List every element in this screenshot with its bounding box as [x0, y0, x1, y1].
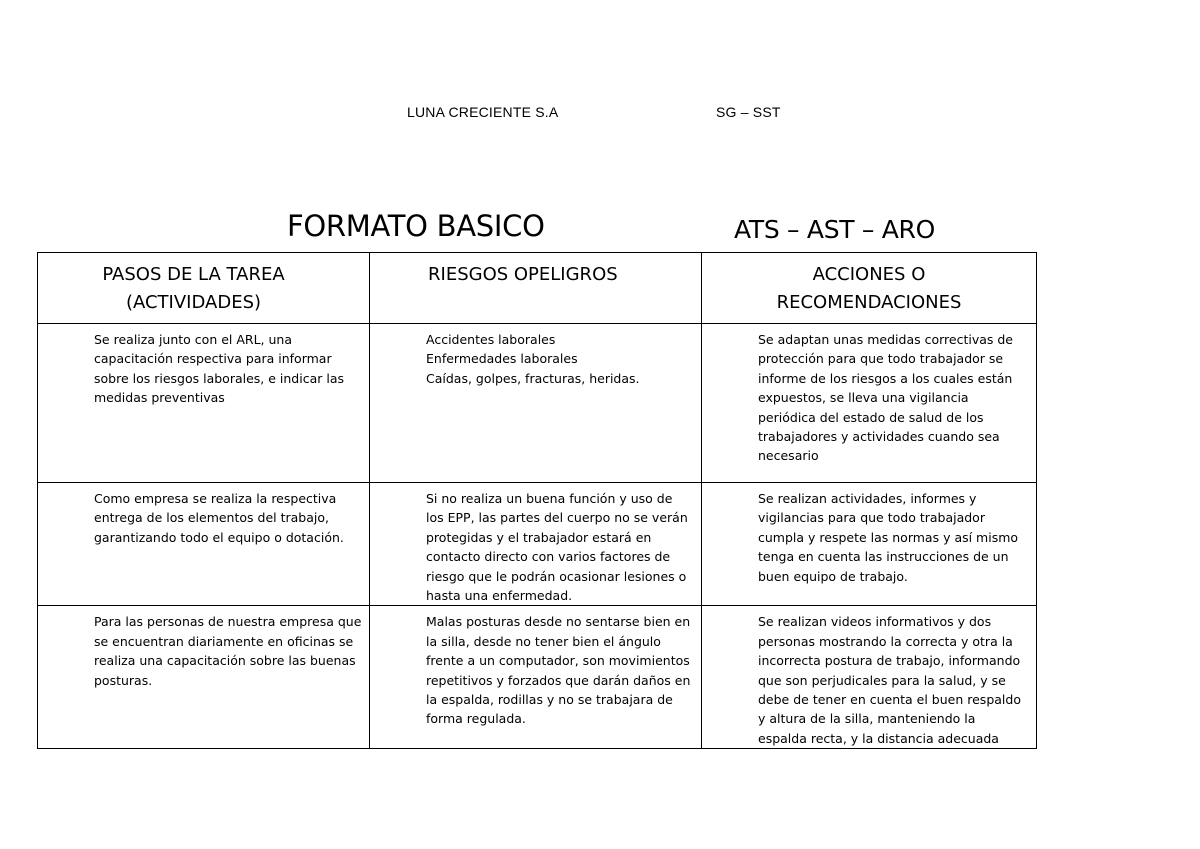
cell-line: periódica del estado de salud de los	[758, 409, 984, 425]
cell-line: la espalda, rodillas y no se trabajara de	[426, 692, 673, 708]
cell-line: informe de los riesgos a los cuales están	[758, 370, 1013, 386]
table-row	[38, 606, 1037, 749]
column-header-line: PASOS DE LA TAREA	[102, 264, 285, 285]
cell-line: hasta una enfermedad.	[426, 588, 573, 604]
cell-line: Como empresa se realiza la respectiva	[94, 491, 337, 506]
cell-line: necesario	[758, 448, 819, 464]
cell-line: realiza una capacitación sobre las buenas	[94, 653, 356, 669]
cell-line: entrega de los elementos del trabajo,	[94, 510, 329, 526]
cell-line: repetitivos y forzados que darán daños en	[426, 672, 691, 688]
cell-line: espalda recta, y la distancia adecuada	[758, 730, 999, 746]
column-header-line: (ACTIVIDADES)	[125, 292, 262, 313]
cell-line: Enfermedades laborales	[426, 351, 578, 367]
column-header-line: RIESGOS OPELIGROS	[428, 264, 618, 285]
cell-line: personas mostrando la correcta y otra la	[758, 633, 1013, 649]
column-header-risks	[370, 253, 702, 324]
cell-line: que son perjudicales para la salud, y se	[758, 672, 1006, 688]
cell-line: Se adaptan unas medidas correctivas de	[758, 332, 1013, 347]
column-header-line: ACCIONES O	[812, 264, 926, 285]
cell-line: cumpla y respete las normas y así mismo	[758, 529, 1019, 545]
ats-table	[37, 252, 1037, 749]
cell-line: Se realizan videos informativos y dos	[758, 614, 992, 630]
cell-line: frente a un computador, son movimientos	[426, 653, 690, 669]
cell-line: expuestos, se lleva una vigilancia	[758, 390, 969, 406]
table-row	[38, 483, 1037, 606]
cell-line: capacitación respectiva para informar	[94, 351, 332, 367]
table-cell-steps	[38, 483, 370, 606]
cell-line: la silla, desde no tener bien el ángulo	[426, 633, 661, 649]
cell-line: garantizando todo el equipo o dotación.	[94, 529, 344, 545]
cell-line: protección para que todo trabajador se	[758, 351, 1004, 367]
table-cell-actions	[702, 606, 1037, 749]
table-header-row	[38, 253, 1037, 324]
table-cell-steps	[38, 324, 370, 483]
document-codes: ATS – AST – ARO	[734, 215, 935, 244]
table-cell-risks	[370, 324, 702, 483]
cell-line: Para las personas de nuestra empresa que	[94, 614, 362, 630]
table-cell-risks	[370, 606, 702, 749]
cell-line: sobre los riesgos laborales, e indicar las	[94, 370, 345, 386]
table-cell-risks	[370, 483, 702, 606]
company-name: LUNA CRECIENTE S.A	[407, 104, 559, 120]
cell-line: Caídas, golpes, fracturas, heridas.	[426, 370, 640, 386]
cell-line: y altura de la silla, manteniendo la	[758, 711, 976, 727]
cell-line: trabajadores y actividades cuando sea	[758, 429, 1000, 445]
column-header-steps	[38, 253, 370, 324]
cell-line: protegidas y el trabajador estará en	[426, 529, 652, 545]
cell-line: vigilancias para que todo trabajador	[758, 510, 985, 526]
table-cell-actions	[702, 324, 1037, 483]
cell-line: se encuentran diariamente en oficinas se	[94, 633, 354, 649]
cell-line: Si no realiza un buena función y uso de	[426, 491, 673, 506]
table-cell-actions	[702, 483, 1037, 606]
system-name: SG – SST	[716, 104, 781, 120]
cell-line: forma regulada.	[426, 711, 526, 727]
cell-line: incorrecta postura de trabajo, informando	[758, 653, 1021, 669]
cell-line: Accidentes laborales	[426, 332, 556, 347]
cell-line: Malas posturas desde no sentarse bien en	[426, 614, 691, 630]
cell-line: debe de tener en cuenta el buen respaldo	[758, 692, 1021, 708]
document-title: FORMATO BASICO	[287, 209, 545, 243]
table-cell-steps	[38, 606, 370, 749]
cell-line: tenga en cuenta las instrucciones de un	[758, 549, 1009, 565]
table-row	[38, 324, 1037, 483]
column-header-line: RECOMENDACIONES	[776, 292, 962, 313]
cell-line: los EPP, las partes del cuerpo no se verán	[426, 510, 688, 526]
column-header-actions	[702, 253, 1037, 324]
cell-line: posturas.	[94, 672, 153, 688]
cell-line: medidas preventivas	[94, 390, 225, 406]
cell-line: riesgo que le podrán ocasionar lesiones o	[426, 568, 687, 584]
cell-line: Se realizan actividades, informes y	[758, 491, 977, 506]
cell-line: Se realiza junto con el ARL, una	[94, 332, 292, 347]
cell-line: contacto directo con varios factores de	[426, 549, 671, 565]
cell-line: buen equipo de trabajo.	[758, 568, 908, 584]
